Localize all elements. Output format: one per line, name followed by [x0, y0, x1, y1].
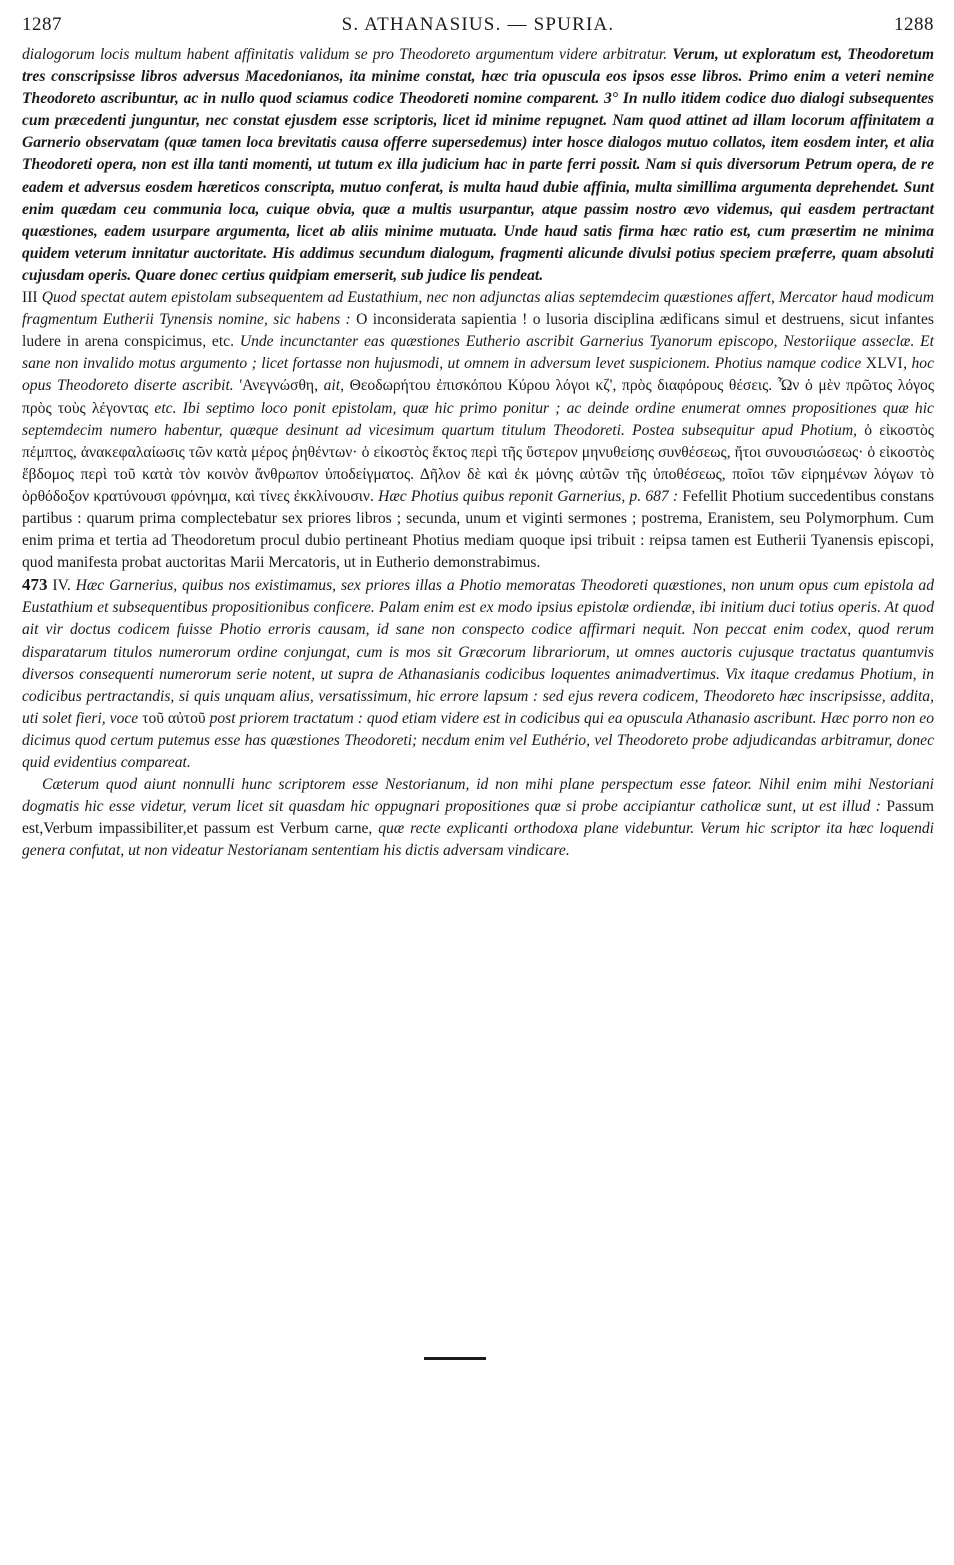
p3-roman-numeral: IV. [52, 577, 71, 595]
p3-greek-a: τοῦ αὐτοῦ [142, 709, 206, 727]
running-head [22, 14, 934, 40]
p2-text-b: Unde incunctanter eas quæstiones Eutherio ascribit Garnerius Tyanorum episcopo, Nestoriique asseclæ. Et sane non invalido motus argumento ; licet fortasse non hujusmodi, ut omnem in adversum levet suspicionem. Photius namque codice [22, 333, 934, 373]
p3-text-a: Hæc Garnerius, quibus nos existimamus, sex priores illas a Photio memoratas Theodoreti quæstiones, non unum opus cum epistola ad Eustathium et subsequentibus propositionibus conficere. Palam enim est ex modo ipsius epistolæ ordiendæ, ibi initium duci totius operis. At quod ait vir doctus codicem fuisse Photio erroris causam, id sane non conspecto codice affirmari nequit. Non peccat enim codex, quod rerum disparatarum titulos numerorum ordine conjungat, cum is mos sit Græcorum librariorum, ut omnes auctoris cujusque tractatus quantumvis diversos consequenti numerorum serie notent, ut supra de Athanasianis codicibus loquentes animadvertimus. Vix itaque credamus Photium, in codicibus pertractandis, si quis unquam alius, versatissimum, hic errore lapsum : sed ejus revera codicem, Theodoreto hæc inscripsisse, addita, uti solet fieri, voce [22, 577, 934, 727]
p4-text-a: Cæterum quod aiunt nonnulli hunc scriptorem esse Nestorianum, id non mihi plane perspectum esse fateor. Nihil enim mihi Nestoriani dogmatis hic esse videtur, verum licet sit quasdam hic oppugnari propositiones quæ si probe accipiantur catholicæ sunt, ut est illud : [22, 776, 934, 816]
p2-greek-c: ὁ εἰκοστὸς πέμπτος, ἀνακεφαλαίωσις τῶν κατὰ μέρος ῥηθέντων· ὁ εἰκοστὸς ἕκτος περὶ τῆς ὕστερον μηνυθείσης συνθέσεως, ἤτοι συνουσιώσεως· ὁ εἰκοστὸς ἕβδομος περὶ τοῦ κατὰ τὸν κοινὸν ἄνθρωπον ὑποδείγματος. Δῆλον δὲ καὶ ἐκ μόνης αὐτῶν τῆς ὑποθέσεως, ποῖοι τῶν εἰρημένων λόγων τὸ ὀρθόδοξον κρατύνουσι φρόνημα, καὶ τίνες ἐκκλίνουσιν. [22, 421, 934, 505]
p4-quote: Passum est,Verbum impassibiliter,et passum est Verbum carne, [22, 798, 934, 838]
p1-text-c: inter hosce dialogos mutuo collatos, item eosdem inter, et alia Theodoreti opera, non est illa tanti momenti, ut tutum ex illa judicium hac in parte ferri possit. Nam si quis diversorum Petrum opera, de re eadem et adversus eosdem hæreticos conscripta, mutuo conferat, is multa haud dubie affinia, multa simillima argumenta deprehendet. Sunt enim quædam ceu communia loca, cuique obvia, quæ a multis usurpantur, atque passim nostro ævo videmus, qui easdem pertractant quæstiones, eadem usurpare argumenta, licet ab aliis minime mutuata. Unde haud satis firma hæc ratio est, cum præsertim ne minima quidem veterum innitatur auctoritate. His addimus secundum dialogum, fragmenti alicunde divulsi potius speciem præferre, quam absoluti cujusdam operis. Quare donec certius quidpiam emerserit, sub judice lis pendeat. [22, 134, 934, 284]
margin-number: 473 [22, 575, 48, 595]
p2-text-c: , hoc opus Theodoreto diserte ascribit. [22, 355, 935, 395]
running-title: S. ATHANASIUS. — SPURIA. [341, 14, 615, 35]
end-rule [424, 1357, 486, 1360]
p2-roman-numeral: III [22, 289, 38, 307]
p1-text-b: Verum, ut exploratum est, Theodoretum tres conscripsisse libros adversus Macedonianos, ita minime constat, hæc tria opuscula eos ipsos esse libros. Primo enim a veteri nemine Theodoreto ascribuntur, ac in nullo quod sciamus codice Theodoreti nomine comparent. 3° In nullo itidem codice duo dialogi subsequentes cum præcedenti junguntur, nec constat ejusdem esse scriptoris, licet id minime repugnet. Nam quod attinet ad illam locorum affinitatem a Garnerio observatam (quæ tamen loca brevitatis causa offerre supersedemus) [22, 46, 934, 152]
p2-garnerius-quote: Fefellit Photium succedentibus constans partibus : quarum prima complectebatur sex priores libros ; secunda, unum et viginti sermones ; postrema, Eranistem, seu Polymorphum. Cum enim prima et tertia ad Theodoretum procul dubio pertineant Photius mediam quoque ipsi tribuit : reipsa tamen est Eutherii Tyanensis episcopi, quod manifesta probat auctoritas Marii Mercatoris, ut in Eutherio demonstrabimus. [22, 487, 935, 572]
p2-text-d: , ait, [314, 377, 350, 395]
paragraph-4 [22, 774, 934, 862]
body-text [22, 44, 934, 862]
p3-text-b: post priorem tractatum : quod etiam videre est in codicibus qui ea opuscula Athanasio ascribunt. Hæc porro non eo dicimus quod certum putemus esse has quæstiones Theodoreti; necdum enim vel Euthério, vel Theodoreto probe adjudicandas arbitramur, donec quid evidentius compareat. [22, 709, 935, 771]
page-number-left: 1287 [22, 14, 62, 35]
paragraph-2 [22, 287, 934, 574]
p2-eutherius-quote: O inconsiderata sapientia ! o lusoria disciplina ædificans simul et destruens, sicut infantes ludere in arena conspicimus, etc. [22, 311, 934, 351]
p2-greek-b: Θεοδωρήτου ἐπισκόπου Κύρου λόγοι κζ', πρὸς διαφόρους θέσεις. Ὧν ὁ μὲν πρῶτος λόγος πρὸς τοὺς λέγοντας [22, 377, 935, 417]
p1-text-a: dialogorum locis multum habent affinitatis validum se pro Theodoreto argumentum videre arbitratur. [22, 46, 673, 63]
p2-text-e: etc. Ibi septimo loco ponit epistolam, quæ hic primo ponitur ; ac deinde ordine enumerat omnes propositiones quæ hic septemdecim numero habentur, quæque desinunt ad vicesimum quartum titulum Theodoreti. Postea subsequitur apud Photium, [22, 399, 934, 439]
p2-text-a: Quod spectat autem epistolam subsequentem ad Eustathium, nec non adjunctas alias septemdecim quæstiones affert, Mercator haud modicum fragmentum Eutherii Tynensis nomine, sic habens : [22, 289, 934, 329]
paragraph-1 [22, 44, 934, 287]
p2-greek-a: 'Ανεγνώσθη [239, 377, 315, 395]
p2-text-f: Hæc Photius quibus reponit Garnerius, p. 687 : [373, 487, 683, 505]
p4-text-b: quæ recte explicanti orthodoxa plane videbuntur. Verum hic scriptor ita hæc loquendi genera confutat, ut non videatur Nestorianam sententiam his dictis adversam vindicare. [22, 820, 934, 860]
p2-codex-number: XLVI [865, 355, 904, 373]
paragraph-3 [22, 574, 934, 774]
page-number-right: 1288 [894, 14, 934, 35]
document-page [22, 14, 934, 862]
